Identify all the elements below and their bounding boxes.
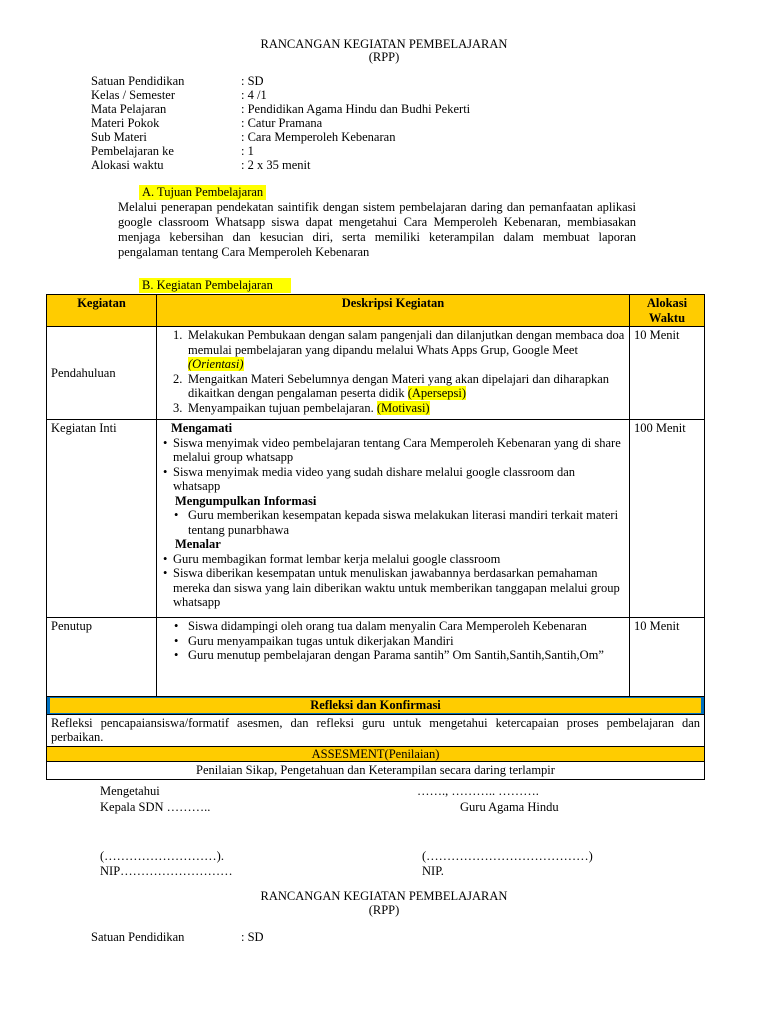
pendahuluan-time: 10 Menit (630, 327, 705, 420)
guru-label: Guru Agama Hindu (460, 800, 559, 814)
right-nip: NIP. (422, 864, 444, 878)
assesment-header: ASSESMENT(Penilaian) (47, 746, 705, 762)
mengumpulkan-heading: Mengumpulkan Informasi (175, 493, 317, 508)
list-item: • Siswa menyimak video pembelajaran tentang Cara Memperoleh Kebenaran yang di share melalui group whatsapp (161, 436, 625, 465)
table-header-row (47, 295, 705, 327)
pendahuluan-description (157, 327, 630, 420)
penutup-time: 10 Menit (630, 618, 705, 697)
section-b-heading: B. Kegiatan Pembelajaran (139, 278, 291, 293)
pendahuluan-label: Pendahuluan (47, 327, 157, 420)
refleksi-header-row (47, 697, 705, 715)
inti-time: 100 Menit (630, 420, 705, 618)
list-item: 2. Mengaitkan Materi Sebelumnya dengan Materi yang akan dipelajari dan diharapkan dikaitkan dengan pengalaman peserta didik (Apersepsi) (173, 371, 610, 400)
list-item: 3. Menyampaikan tujuan pembelajaran. (Motivasi) (173, 400, 430, 415)
identity-value: : 2 x 35 menit (241, 158, 311, 172)
identity-value: : 1 (241, 144, 254, 158)
left-nip: NIP……………………… (100, 864, 233, 878)
date-placeholder: ……., ……….. ………. (417, 784, 539, 798)
identity-value: : Pendidikan Agama Hindu dan Budhi Pekerti (241, 102, 471, 116)
list-item: • Guru membagikan format lembar kerja melalui google classroom (161, 552, 625, 567)
identity-label: Sub Materi (91, 130, 147, 144)
identity-label: Alokasi waktu (91, 158, 164, 172)
list-item: • Guru menutup pembelajaran dengan Parama santih” Om Santih,Santih,Santih,Om” (161, 648, 625, 663)
identity-value: : SD (241, 930, 264, 944)
table-row-inti (47, 420, 705, 618)
identity-label: Satuan Pendidikan (91, 930, 185, 944)
assesment-row (47, 762, 705, 780)
identity-label: Satuan Pendidikan (91, 74, 185, 88)
section-a-heading: A. Tujuan Pembelajaran (139, 185, 266, 200)
table-row-penutup (47, 618, 705, 697)
identity-label: Kelas / Semester (91, 88, 176, 102)
identity-label: Pembelajaran ke (91, 144, 174, 158)
identity-label: Mata Pelajaran (91, 102, 167, 116)
header-kegiatan: Kegiatan (47, 295, 157, 327)
refleksi-row (47, 714, 705, 746)
refleksi-header: Refleksi dan Konfirmasi (50, 698, 701, 713)
penutup-description (157, 618, 630, 697)
doc-subtitle: (RPP) (368, 50, 400, 64)
refleksi-text: Refleksi pencapaiansiswa/formatif asesmen, dan refleksi guru untuk mengetahui ketercapaian proses pembelajaran dan perbaikan. (47, 714, 705, 746)
list-item: • Guru memberikan kesempatan kepada siswa melakukan literasi mandiri terkait materi tentang punarbhawa (161, 508, 625, 537)
penutup-label: Penutup (47, 618, 157, 697)
left-signature-name: (………………………). (100, 849, 224, 863)
assesment-text: Penilaian Sikap, Pengetahuan dan Keterampilan secara daring terlampir (47, 762, 705, 780)
identity-value: : Cara Memperoleh Kebenaran (241, 130, 396, 144)
list-item: • Siswa menyimak media video yang sudah dishare melalui google classroom dan whatsapp (161, 465, 625, 494)
mengamati-heading: Mengamati (171, 421, 233, 435)
inti-description (157, 420, 630, 618)
assesment-header-row (47, 746, 705, 762)
list-item: • Guru menyampaikan tugas untuk dikerjakan Mandiri (161, 634, 625, 649)
activity-table (46, 294, 705, 780)
list-item: • Siswa diberikan kesempatan untuk menuliskan jawabannya berdasarkan pemahaman mereka dan siswa yang lain diberikan waktu untuk memberikan tanggapan melalui group whatsapp (161, 566, 625, 610)
menalar-heading: Menalar (175, 537, 221, 551)
identity-value: : Catur Pramana (241, 116, 323, 130)
header-deskripsi: Deskripsi Kegiatan (157, 295, 630, 327)
table-row-pendahuluan (47, 327, 705, 420)
list-item: • Siswa didampingi oleh orang tua dalam menyalin Cara Memperoleh Kebenaran (161, 619, 625, 634)
right-signature-name: (…………………………………) (422, 849, 593, 863)
inti-label: Kegiatan Inti (47, 420, 157, 618)
doc-title: RANCANGAN KEGIATAN PEMBELAJARAN (260, 37, 508, 51)
list-item: 1. Melakukan Pembukaan dengan salam pangenjali dan dilanjutkan dengan membaca doa memulai pembelajaran yang dipandu melalui Whats Apps Grup, Google Meet (Orientasi) (173, 328, 625, 371)
identity-value: : 4 /1 (241, 88, 267, 102)
mengetahui-label: Mengetahui (100, 784, 160, 798)
header-alokasi: Alokasi Waktu (630, 295, 705, 327)
next-page-title: RANCANGAN KEGIATAN PEMBELAJARAN (260, 889, 508, 903)
section-a-paragraph: Melalui penerapan pendekatan saintifik dengan sistem pembelajaran daring dan pemanfaatan aplikasi google classroom Whatsapp siswa dapat mengetahui Cara Memperoleh Kebenaran, membiasakan menjaga kebersihan dan kesucian diri, serta memiliki keterampilan dalam membuat laporan pengalaman tentang Cara Memperoleh Kebenaran (118, 200, 636, 259)
identity-label: Materi Pokok (91, 116, 160, 130)
next-page-subtitle: (RPP) (368, 903, 400, 917)
kepala-label: Kepala SDN ……….. (100, 800, 211, 814)
identity-value: : SD (241, 74, 264, 88)
